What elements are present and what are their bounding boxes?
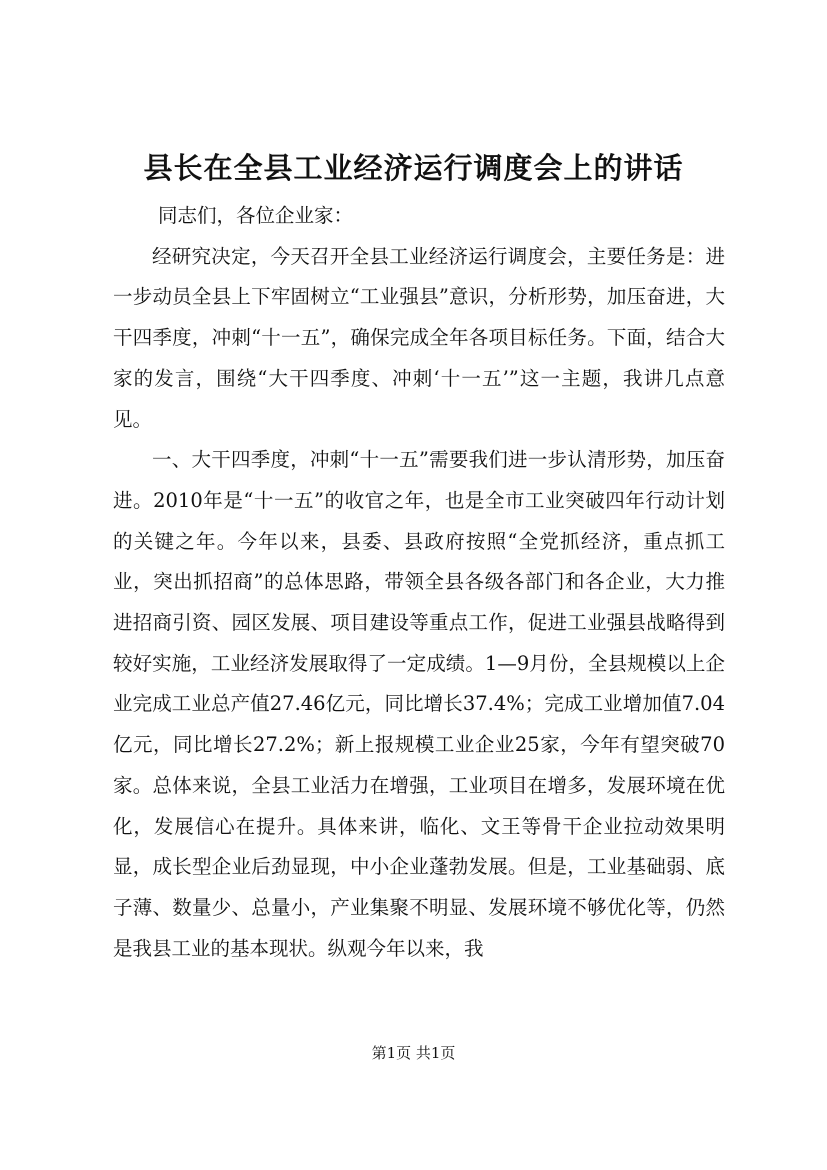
page-footer: 第1页 共1页 (371, 1044, 456, 1062)
document-title: 县长在全县工业经济运行调度会上的讲话 (143, 151, 684, 185)
paragraph-intro: 经研究决定，今天召开全县工业经济运行调度会，主要任务是：进一步动员全县上下牢固树立“工业强县”意识，分析形势，加压奋进，大干四季度，冲刺“十一五”，确保完成全年各项目标任务。下面，结合大家的发言，围绕“大干四季度、冲刺‘十一五’”这一主题，我讲几点意见。 (113, 244, 725, 431)
document-body (113, 196, 725, 969)
paragraph-section-one: 一、大干四季度，冲刺“十一五”需要我们进一步认清形势，加压奋进。2010年是“十一五”的收官之年，也是全市工业突破四年行动计划的关键之年。今年以来，县委、县政府按照“全党抓经济，重点抓工业，突出抓招商”的总体思路，带领全县各级各部门和各企业，大力推进招商引资、园区发展、项目建设等重点工作，促进工业强县战略得到较好实施，工业经济发展取得了一定成绩。1—9月份，全县规模以上企业完成工业总产值27.46亿元，同比增长37.4%；完成工业增加值7.04亿元，同比增长27.2%；新上报规模工业企业25家，今年有望突破70家。总体来说，全县工业活力在增强，工业项目在增多，发展环境在优化，发展信心在提升。具体来讲，临化、文王等骨干企业拉动效果明显，成长型企业后劲显现，中小企业蓬勃发展。但是，工业基础弱、底子薄、数量少、总量小，产业集聚不明显、发展环境不够优化等，仍然是我县工业的基本现状。纵观今年以来，我 (113, 448, 725, 960)
greeting-line: 同志们，各位企业家： (158, 204, 354, 227)
